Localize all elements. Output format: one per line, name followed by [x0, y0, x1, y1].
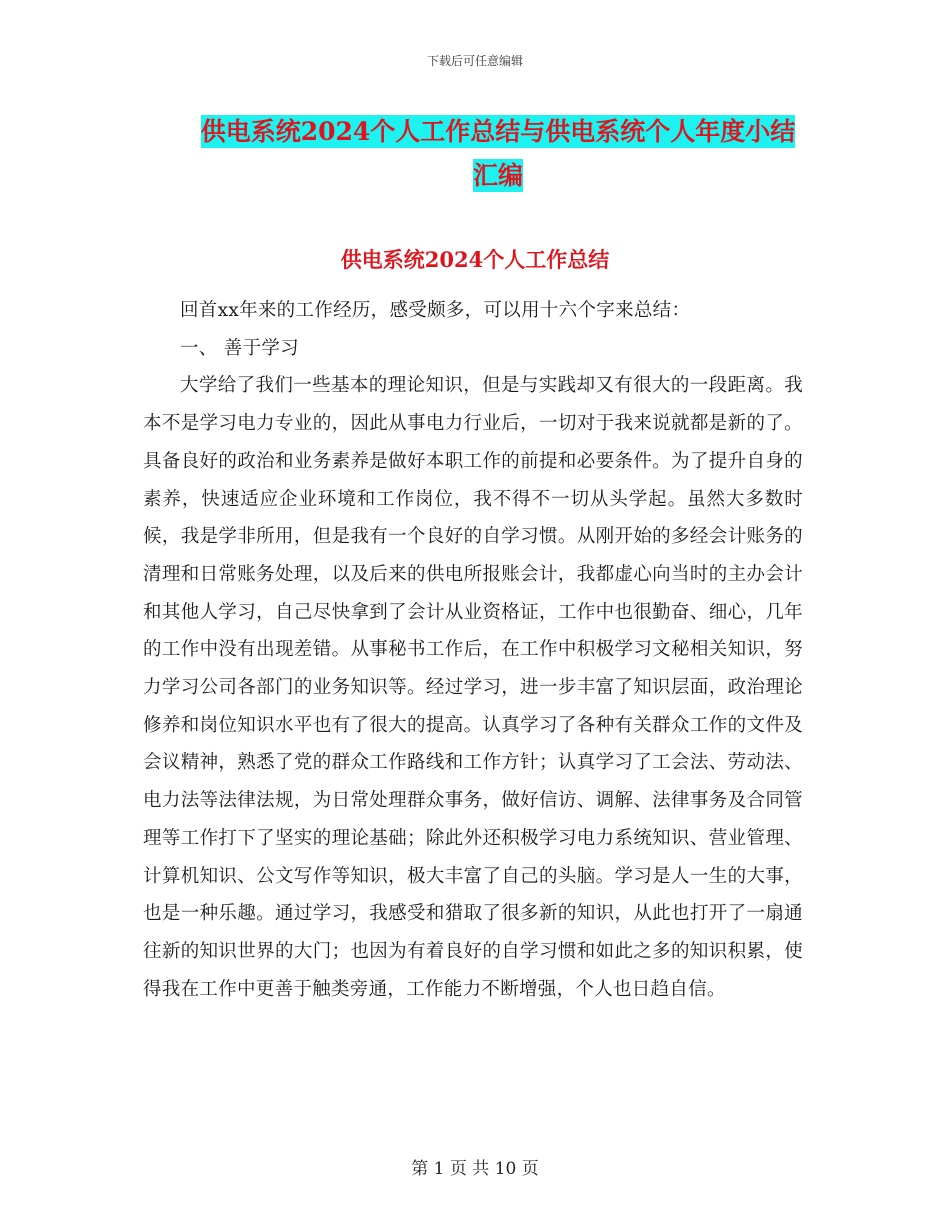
- document-title-line-2: 汇编: [472, 161, 523, 190]
- document-title-line-1: 供电系统2024个人工作总结与供电系统个人年度小结: [200, 117, 796, 146]
- list-heading-learning: 一、 善于学习: [180, 337, 299, 359]
- document-title: [188, 110, 808, 198]
- document-body: [143, 292, 803, 1008]
- intro-paragraph: 回首xx年来的工作经历，感受颇多，可以用十六个字来总结：: [180, 300, 691, 321]
- page-footer: 第 1 页 共 10 页: [411, 1159, 539, 1179]
- body-paragraph: 大学给了我们一些基本的理论知识，但是与实践却又有很大的一段距离。我本不是学习电力专业的，因此从事电力行业后，一切对于我来说就都是新的了。具备良好的政治和业务素养是做好本职工作的前提和必要条件。为了提升自身的素养，快速适应企业环境和工作岗位，我不得不一切从头学起。虽然大多数时候，我是学非所用，但是我有一个良好的自学习惯。从刚开始的多经会计账务的清理和日常账务处理，以及后来的供电所报账会计，我都虚心向当时的主办会计和其他人学习，自己尽快拿到了会计从业资格证，工作中也很勤奋、细心，几年的工作中没有出现差错。从事秘书工作后，在工作中积极学习文秘相关知识，努力学习公司各部门的业务知识等。经过学习，进一步丰富了知识层面，政治理论修养和岗位知识水平也有了很大的提高。认真学习了各种有关群众工作的文件及会议精神，熟悉了党的群众工作路线和工作方针；认真学习了工会法、劳动法、电力法等法律法规，为日常处理群众事务，做好信访、调解、法律事务及合同管理等工作打下了坚实的理论基础；除此外还积极学习电力系统知识、营业管理、计算机知识、公文写作等知识，极大丰富了自己的头脑。学习是人一生的大事，也是一种乐趣。通过学习，我感受和猎取了很多新的知识，从此也打开了一扇通往新的知识世界的大门；也因为有着良好的自学习惯和如此之多的知识积累，使得我在工作中更善于触类旁通，工作能力不断增强，个人也日趋自信。: [143, 375, 803, 1000]
- section-title: 供电系统2024个人工作总结: [340, 247, 610, 272]
- header-note: 下载后可任意编辑: [426, 54, 523, 68]
